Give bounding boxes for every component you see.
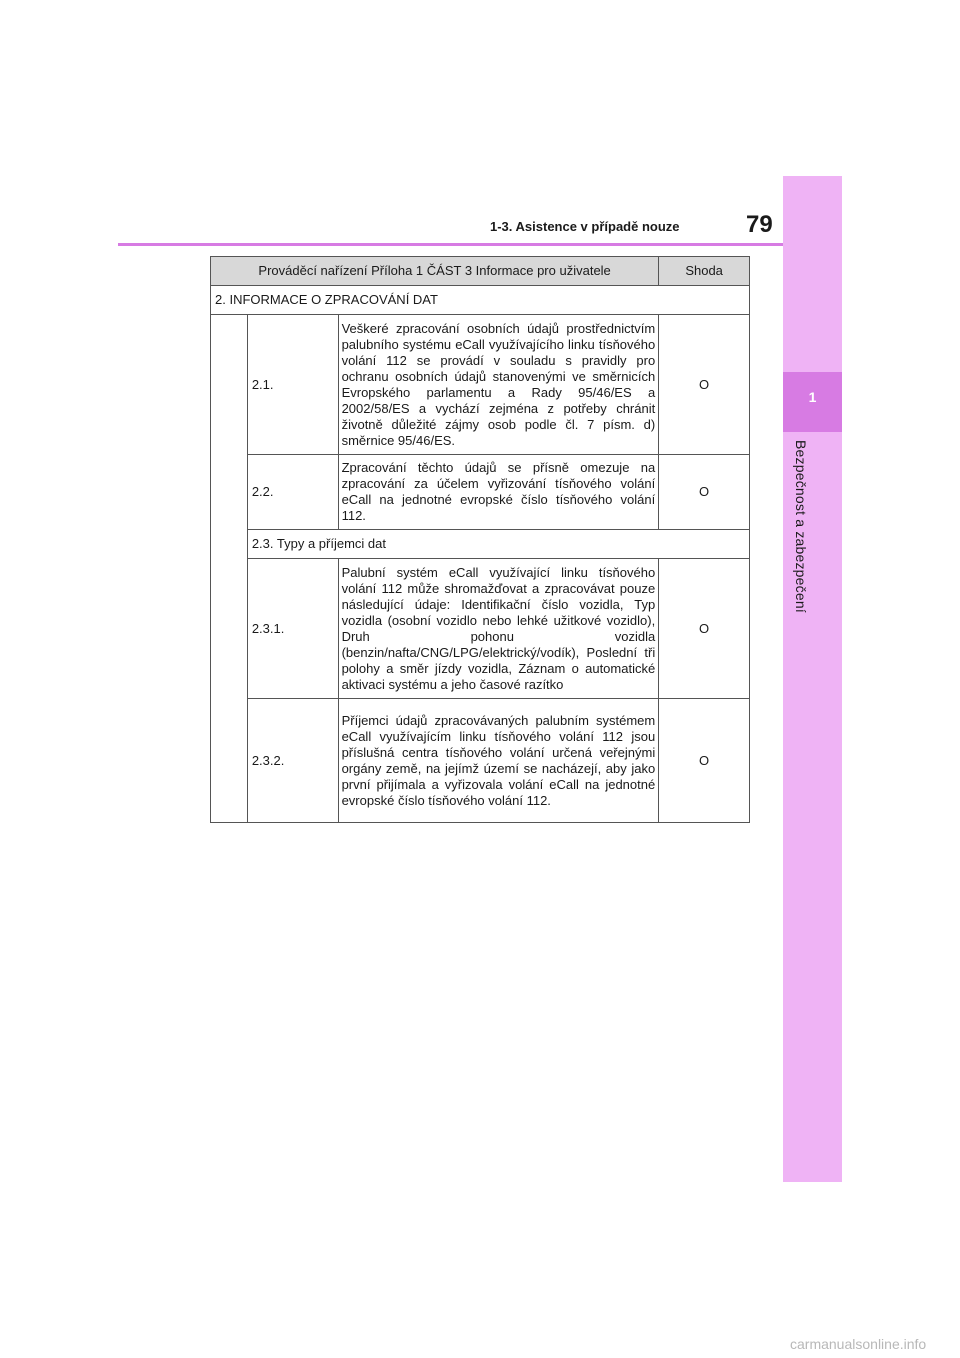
table-row xyxy=(211,315,750,455)
header-compliance: Shoda xyxy=(659,257,750,286)
section-heading: 2. INFORMACE O ZPRACOVÁNÍ DAT xyxy=(211,286,750,315)
table-row xyxy=(211,559,750,699)
footer-watermark: carmanualsonline.info xyxy=(790,1336,927,1352)
row-compliance: O xyxy=(659,559,750,699)
row-compliance: O xyxy=(659,315,750,455)
page-number: 79 xyxy=(746,211,773,238)
indent-cell xyxy=(211,315,248,823)
info-table xyxy=(210,256,750,823)
subsection-heading: 2.3. Typy a příjemci dat xyxy=(247,530,749,559)
section-title: 1-3. Asistence v případě nouze xyxy=(490,219,680,234)
row-number: 2.1. xyxy=(247,315,338,455)
row-text: Palubní systém eCall využívající linku tísňového volání 112 může shromažďovat a zpracovávat pouze následující údaje: Identifikační číslo vozidla, Typ vozidla (osobní vozidlo nebo lehké užitkové vozidlo), Druh pohonu vozidla (benzin/nafta/CNG/LPG/elektrický/vodík), Poslední tři polohy a směr jízdy vozidla, Záznam o automatické aktivaci systému a jeho časové razítko xyxy=(338,559,659,699)
table-row xyxy=(211,699,750,823)
subsection-heading-row xyxy=(211,530,750,559)
table-header-row xyxy=(211,257,750,286)
chapter-title: Bezpečnost a zabezpečení xyxy=(793,440,809,613)
row-compliance: O xyxy=(659,455,750,530)
chapter-number: 1 xyxy=(808,389,817,405)
row-text: Veškeré zpracování osobních údajů prostřednictvím palubního systému eCall využívajícího linku tísňového volání 112 se provádí v souladu s pravidly pro ochranu osobních údajů stanovenými ve směrnicích Evropského parlamentu a Rady 95/46/ES a 2002/58/ES a vychází zejména z potřeby chránit životně důležité zájmy osob podle čl. 7 písm. d) směrnice 95/46/ES. xyxy=(338,315,659,455)
chapter-side-tab xyxy=(783,176,842,1182)
row-number: 2.3.1. xyxy=(247,559,338,699)
header-regulation: Prováděcí nařízení Příloha 1 ČÁST 3 Informace pro uživatele xyxy=(211,257,659,286)
row-text: Příjemci údajů zpracovávaných palubním systémem eCall využívajícím linku tísňového volání 112 jsou příslušná centra tísňového volání určená veřejnými orgány země, na jejímž území se nacházejí, aby jako první přijímala a vyřizovala volání eCall na jednotné evropské číslo tísňového volání 112. xyxy=(338,699,659,823)
row-compliance: O xyxy=(659,699,750,823)
row-text: Zpracování těchto údajů se přísně omezuje na zpracování za účelem vyřizování tísňového volání eCall na jednotné evropské číslo tísňového volání 112. xyxy=(338,455,659,530)
section-heading-row xyxy=(211,286,750,315)
header-rule xyxy=(118,243,783,246)
table-row xyxy=(211,455,750,530)
row-number: 2.2. xyxy=(247,455,338,530)
row-number: 2.3.2. xyxy=(247,699,338,823)
